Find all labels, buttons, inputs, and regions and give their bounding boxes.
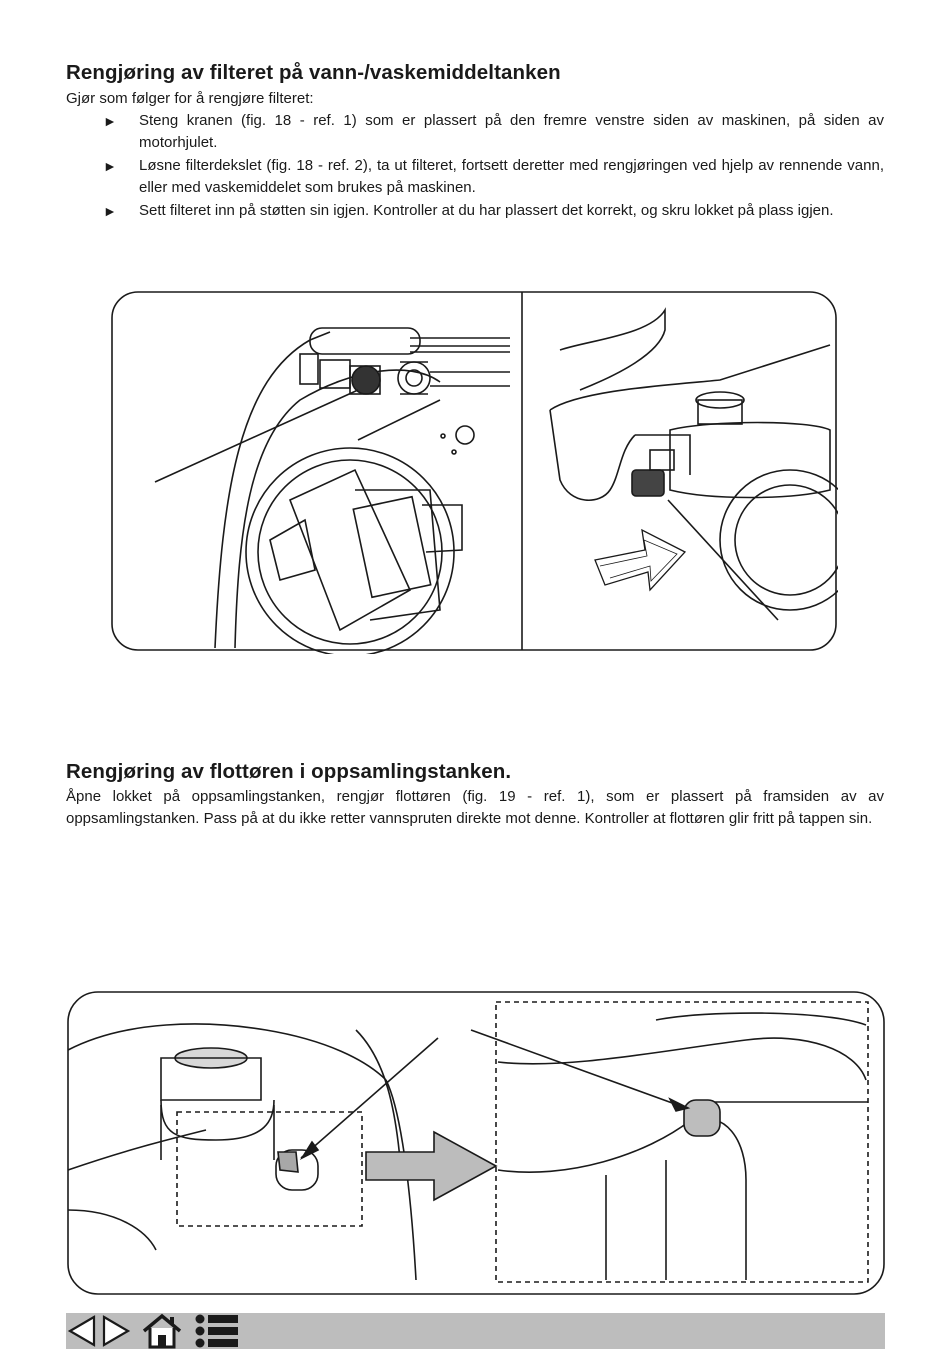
section-2-heading: Rengjøring av flottøren i oppsamlingstanken.: [66, 760, 512, 783]
steps-list: [66, 110, 884, 223]
list-item: [66, 155, 884, 199]
filter-illustration: [110, 290, 838, 654]
section-2-body: Åpne lokket på oppsamlingstanken, rengjør flottøren (fig. 19 - ref. 1), som er plassert på framsiden av av oppsamlingstanken. Pass på at du ikke retter vannspruten direkte mot denne. Kontroller at flottøren glir fritt på tappen sin.: [66, 788, 884, 827]
arrow-left-icon[interactable]: [66, 1313, 98, 1349]
bullet-marker: ►: [103, 203, 117, 219]
arrow-right-icon[interactable]: [100, 1313, 132, 1349]
bullet-marker: ►: [103, 113, 117, 129]
step-text: Steng kranen (fig. 18 - ref. 1) som er plassert på den fremre venstre siden av maskinen, på siden av motorhjulet.: [139, 112, 884, 151]
home-icon[interactable]: [142, 1313, 182, 1349]
list-icon[interactable]: [194, 1313, 240, 1349]
list-item: [66, 200, 884, 222]
float-illustration: [66, 990, 886, 1296]
step-text: Løsne filterdekslet (fig. 18 - ref. 2), ta ut filteret, fortsett deretter med rengjøringen ved hjelp av rennende vann, eller med vaskemiddelet som brukes på maskinen.: [139, 157, 884, 196]
step-text: Sett filteret inn på støtten sin igjen. Kontroller at du har plassert det korrekt, og skru lokket på plass igjen.: [139, 202, 834, 219]
bullet-marker: ►: [103, 158, 117, 174]
section-1-intro: Gjør som følger for å rengjøre filteret:: [66, 90, 314, 107]
section-1-heading: Rengjøring av filteret på vann-/vaskemiddeltanken: [66, 61, 561, 84]
navigation-bar: [66, 1313, 885, 1349]
list-item: [66, 110, 884, 154]
